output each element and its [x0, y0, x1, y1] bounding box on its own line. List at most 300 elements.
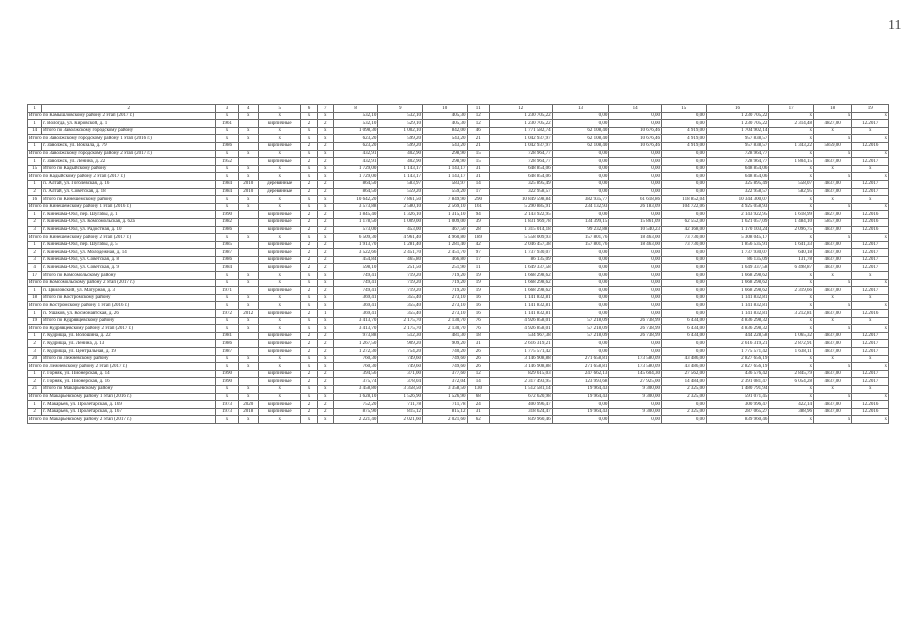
district-total-row: [28, 127, 889, 135]
table-cell: 4 836 298,32: [706, 325, 769, 333]
table-cell: 27 925,00: [609, 378, 662, 386]
building-row: [28, 370, 889, 378]
table-cell: x: [301, 363, 317, 371]
table-cell: 2: [301, 218, 317, 226]
table-cell: 134 399,15: [552, 218, 609, 226]
table-cell: 2 021,60: [422, 416, 467, 424]
table-cell: 749,60: [422, 363, 467, 371]
table-cell: x: [852, 165, 889, 173]
table-cell: 467,50: [422, 226, 467, 234]
table-cell: x: [317, 165, 333, 173]
table-cell: 57 218,09: [552, 317, 609, 325]
table-cell: 1 668 298,62: [489, 279, 552, 287]
table-cell: 2 872,91: [769, 340, 814, 348]
group-subtotal-row: [28, 135, 889, 143]
table-cell: 1 649 337,58: [489, 264, 552, 272]
table-cell: Итого по Макарьевскому району: [42, 385, 216, 393]
table-cell: 9 300,00: [609, 385, 662, 393]
table-cell: 251,50: [378, 264, 423, 272]
table-cell: 16: [28, 196, 42, 204]
table-cell: 6 434,00: [662, 325, 707, 333]
table-cell: 2 130,70: [422, 317, 467, 325]
table-cell: 0,00: [552, 287, 609, 295]
table-cell: x: [216, 355, 238, 363]
table-cell: x: [317, 234, 333, 242]
table-cell: x: [258, 279, 301, 287]
table-cell: 12: [489, 105, 552, 113]
table-cell: 273,10: [422, 310, 467, 318]
table-cell: 5: [258, 105, 301, 113]
table-cell: 0,00: [662, 180, 707, 188]
table-cell: 1 281,40: [422, 241, 467, 249]
table-cell: x: [317, 135, 333, 143]
table-cell: 0,00: [662, 310, 707, 318]
table-cell: x: [813, 196, 851, 204]
table-cell: x: [813, 173, 851, 181]
table-cell: 130: [467, 385, 489, 393]
table-cell: x: [301, 317, 317, 325]
building-row: [28, 287, 889, 295]
table-cell: 728 964,77: [489, 150, 552, 158]
table-cell: 1: [28, 370, 42, 378]
table-cell: x: [216, 112, 238, 120]
table-cell: 0,00: [552, 173, 609, 181]
table-cell: x: [301, 385, 317, 393]
table-cell: 24: [467, 401, 489, 409]
table-cell: 12.2017: [852, 241, 889, 249]
table-cell: 31: [467, 165, 489, 173]
table-cell: [238, 142, 258, 150]
table-cell: 402,90: [378, 150, 423, 158]
table-cell: 4827,00: [813, 211, 851, 219]
table-cell: Итого по Макарьевскому району 2 этап (2017 г.): [28, 416, 216, 424]
table-cell: 3 146 908,88: [489, 363, 552, 371]
table-cell: 1 845,40: [333, 211, 378, 219]
table-cell: 12: [467, 370, 489, 378]
table-cell: кирпичные: [258, 401, 301, 409]
table-cell: 6 434,00: [662, 332, 707, 340]
table-cell: 12.2017: [852, 340, 889, 348]
table-cell: 1 267,50: [333, 340, 378, 348]
table-cell: x: [317, 196, 333, 204]
table-cell: 2018: [238, 408, 258, 416]
table-cell: 3: [28, 226, 42, 234]
table-cell: 19: [852, 105, 889, 113]
table-cell: 1 141 832,81: [489, 310, 552, 318]
table-cell: 0,00: [662, 272, 707, 280]
table-cell: x: [216, 150, 238, 158]
table-cell: x: [258, 196, 301, 204]
building-row: [28, 378, 889, 386]
table-cell: 26 738,99: [609, 332, 662, 340]
table-cell: x: [317, 112, 333, 120]
table-cell: 0,00: [662, 211, 707, 219]
table-cell: п. Алтай, ул. Гоголевская, д. 16: [42, 180, 216, 188]
table-cell: 18: [28, 294, 42, 302]
building-row: [28, 188, 889, 196]
table-cell: 4837,00: [813, 408, 851, 416]
table-cell: 2 314,48: [769, 120, 814, 128]
table-cell: x: [216, 173, 238, 181]
table-cell: x: [769, 272, 814, 280]
table-cell: 2 319,66: [769, 287, 814, 295]
table-cell: x: [813, 363, 851, 371]
table-cell: кирпичные: [258, 378, 301, 386]
table-cell: 17: [28, 272, 42, 280]
table-cell: x: [813, 272, 851, 280]
table-cell: 10 676,46: [609, 135, 662, 143]
table-cell: x: [813, 112, 851, 120]
table-cell: 12.2017: [852, 287, 889, 295]
table-cell: 1984: [216, 188, 238, 196]
table-cell: x: [852, 325, 889, 333]
table-cell: 0,00: [552, 211, 609, 219]
table-cell: 829 615,03: [489, 370, 552, 378]
table-cell: 0,00: [552, 401, 609, 409]
table-cell: 1: [28, 211, 42, 219]
table-cell: 12.2017: [852, 370, 889, 378]
table-cell: 875,90: [333, 408, 378, 416]
table-cell: x: [216, 127, 238, 135]
group-subtotal-row: [28, 150, 889, 158]
table-cell: 2 046 457,38: [489, 241, 552, 249]
table-cell: 1 775 571,42: [489, 348, 552, 356]
table-cell: 1 143,17: [422, 173, 467, 181]
table-cell: 12.2017: [852, 249, 889, 257]
table-cell: г. Макарьев, ул. Пролетарская, д. 169: [42, 401, 216, 409]
table-cell: г. Кудрища, ул. Ленина, д. 13: [42, 340, 216, 348]
table-cell: 1973: [216, 401, 238, 409]
table-cell: 4837,00: [813, 378, 851, 386]
table-cell: 62 108,40: [552, 127, 609, 135]
table-cell: Итого по Кадыйскому району 2 этап (2017 г.): [28, 173, 216, 181]
table-cell: 0,00: [552, 188, 609, 196]
table-cell: 466,80: [422, 256, 467, 264]
table-cell: 0,00: [552, 120, 609, 128]
table-cell: 2 130,70: [422, 325, 467, 333]
table-cell: 86 135,09: [489, 256, 552, 264]
table-cell: 3 358,50: [378, 385, 423, 393]
table-cell: 534 967,38: [489, 332, 552, 340]
table-cell: г. Кинешма-Обл, ул. Радостная, д. 10: [42, 226, 216, 234]
table-cell: 0,00: [552, 112, 609, 120]
table-cell: 1985: [216, 241, 238, 249]
table-cell: x: [238, 127, 258, 135]
table-cell: 375,74: [333, 378, 378, 386]
table-cell: 1 526,90: [422, 393, 467, 401]
table-cell: x: [301, 393, 317, 401]
table-cell: x: [301, 127, 317, 135]
table-cell: x: [258, 294, 301, 302]
table-cell: x: [258, 203, 301, 211]
table-cell: x: [216, 416, 238, 424]
table-cell: 623,20: [333, 135, 378, 143]
table-cell: 6 498,87: [769, 264, 814, 272]
table-cell: 740,20: [422, 348, 467, 356]
table-cell: 12.2017: [852, 188, 889, 196]
table-cell: 728 964,77: [706, 158, 769, 166]
table-cell: 1 143,17: [422, 165, 467, 173]
table-cell: 573,00: [333, 226, 378, 234]
table-cell: x: [238, 302, 258, 310]
table-cell: x: [317, 127, 333, 135]
table-cell: 39: [467, 218, 489, 226]
table-cell: 19 964,43: [552, 393, 609, 401]
table-cell: 512,30: [378, 332, 423, 340]
table-cell: 12.2016: [852, 211, 889, 219]
table-cell: 543,20: [422, 135, 467, 143]
table-cell: Итого по Кудрявцевскому району: [42, 317, 216, 325]
table-cell: Итого по Заволжскому городскому району 2 этап (2017 г.): [28, 150, 216, 158]
table-cell: x: [238, 355, 258, 363]
table-cell: 18 463,00: [609, 241, 662, 249]
table-cell: 559,20: [378, 188, 423, 196]
table-cell: x: [317, 363, 333, 371]
table-cell: 14 484,00: [662, 378, 707, 386]
table-cell: 2 143 922,95: [706, 211, 769, 219]
table-cell: 4 919,00: [662, 127, 707, 135]
register-table-wrapper: [27, 104, 889, 424]
table-cell: x: [813, 317, 851, 325]
table-cell: п. Ушаков, ул. Космонавтская, д. 26: [42, 310, 216, 318]
table-cell: x: [238, 416, 258, 424]
table-cell: x: [852, 317, 889, 325]
table-cell: 369,41: [333, 302, 378, 310]
table-cell: Итого по Кинешемскому району 1 этап (2016 г.): [28, 203, 216, 211]
building-row: [28, 120, 889, 128]
table-cell: 14: [28, 127, 42, 135]
table-cell: 4837,00: [813, 241, 851, 249]
table-cell: 12.2017: [852, 256, 889, 264]
table-cell: 2 827 656,19: [706, 363, 769, 371]
table-cell: 322 958,57: [706, 188, 769, 196]
table-cell: [238, 241, 258, 249]
table-cell: 2: [301, 158, 317, 166]
table-cell: 46: [467, 127, 489, 135]
table-cell: 16: [706, 105, 769, 113]
table-cell: 2: [28, 378, 42, 386]
table-cell: 318 624,47: [489, 408, 552, 416]
table-cell: 10 642,20: [333, 196, 378, 204]
table-cell: 15: [467, 158, 489, 166]
table-cell: x: [258, 112, 301, 120]
table-cell: Итого по Кадыйскому району: [42, 165, 216, 173]
table-cell: 42 168,00: [662, 226, 707, 234]
table-cell: 719,20: [422, 287, 467, 295]
table-cell: 3 413,70: [333, 317, 378, 325]
table-cell: x: [852, 355, 889, 363]
table-cell: x: [238, 272, 258, 280]
table-cell: [238, 249, 258, 257]
table-cell: 1986: [216, 256, 238, 264]
table-cell: кирпичные: [258, 264, 301, 272]
table-cell: 1 178,50: [333, 218, 378, 226]
table-cell: x: [238, 112, 258, 120]
group-subtotal-row: [28, 416, 889, 424]
table-cell: 815,12: [378, 408, 423, 416]
table-cell: x: [301, 135, 317, 143]
table-cell: x: [852, 279, 889, 287]
table-cell: 0,00: [552, 340, 609, 348]
table-cell: 728 964,77: [706, 150, 769, 158]
table-cell: 9: [378, 105, 423, 113]
table-cell: 20: [28, 355, 42, 363]
table-cell: x: [238, 294, 258, 302]
table-cell: 3 413,70: [333, 325, 378, 333]
table-cell: 5857,00: [813, 218, 851, 226]
table-cell: 623,20: [333, 142, 378, 150]
table-cell: 2: [301, 378, 317, 386]
table-cell: 2: [28, 188, 42, 196]
table-cell: 728 964,77: [489, 158, 552, 166]
table-cell: [238, 378, 258, 386]
table-cell: 1 141 832,81: [706, 294, 769, 302]
building-row: [28, 348, 889, 356]
table-cell: x: [317, 302, 333, 310]
table-cell: 2: [28, 218, 42, 226]
table-cell: 4837,00: [813, 256, 851, 264]
table-cell: 2: [301, 287, 317, 295]
table-cell: 4837,00: [813, 287, 851, 295]
table-cell: 355,40: [378, 310, 423, 318]
table-cell: 15: [467, 150, 489, 158]
table-cell: 1 668 298,62: [706, 279, 769, 287]
table-cell: 4 919,00: [662, 135, 707, 143]
table-cell: 4837,00: [813, 332, 851, 340]
table-cell: x: [769, 150, 814, 158]
table-cell: x: [216, 325, 238, 333]
table-cell: 0,00: [609, 287, 662, 295]
district-total-row: [28, 317, 889, 325]
table-cell: 0,00: [552, 279, 609, 287]
table-cell: 2: [301, 408, 317, 416]
building-row: [28, 401, 889, 409]
table-cell: [238, 264, 258, 272]
table-cell: 815,12: [422, 408, 467, 416]
table-cell: x: [813, 279, 851, 287]
table-cell: 19: [467, 272, 489, 280]
table-cell: 0,00: [662, 294, 707, 302]
table-cell: x: [852, 173, 889, 181]
table-cell: 1 009,00: [422, 218, 467, 226]
table-cell: 10 676,46: [609, 142, 662, 150]
table-cell: x: [301, 355, 317, 363]
table-cell: 1 737 930,07: [706, 249, 769, 257]
table-cell: 2: [28, 408, 42, 416]
table-cell: 2 221,40: [333, 416, 378, 424]
table-cell: 372,04: [422, 378, 467, 386]
table-cell: x: [852, 294, 889, 302]
table-cell: x: [301, 173, 317, 181]
table-cell: 12.2016: [852, 218, 889, 226]
table-cell: 10 540,23: [609, 226, 662, 234]
district-total-row: [28, 165, 889, 173]
table-cell: 0,00: [609, 158, 662, 166]
table-cell: 2012: [238, 310, 258, 318]
table-cell: 1990: [216, 378, 238, 386]
table-cell: 719,20: [378, 279, 423, 287]
table-cell: 5859,00: [813, 142, 851, 150]
table-cell: 26 183,09: [609, 203, 662, 211]
table-cell: x: [813, 302, 851, 310]
table-cell: x: [852, 127, 889, 135]
table-cell: 6 434,00: [662, 317, 707, 325]
table-cell: 582,95: [769, 188, 814, 196]
table-cell: x: [301, 203, 317, 211]
table-cell: x: [769, 355, 814, 363]
table-cell: 711,78: [378, 401, 423, 409]
table-cell: 648 854,06: [489, 173, 552, 181]
table-cell: 1 315,10: [422, 211, 467, 219]
table-cell: x: [769, 393, 814, 401]
table-cell: 752,20: [333, 401, 378, 409]
table-cell: 1 526,90: [378, 393, 423, 401]
table-cell: x: [301, 279, 317, 287]
table-cell: 0,00: [609, 264, 662, 272]
table-cell: 15 861,09: [609, 218, 662, 226]
table-cell: 4837,00: [813, 264, 851, 272]
table-cell: 749,41: [333, 272, 378, 280]
table-cell: 1: [28, 120, 42, 128]
table-cell: 4 960,80: [422, 234, 467, 242]
table-cell: 43 486,00: [662, 363, 707, 371]
table-cell: x: [852, 363, 889, 371]
table-cell: 1 649 337,58: [706, 264, 769, 272]
table-cell: 444 228,58: [706, 332, 769, 340]
table-cell: 1 326,10: [378, 211, 423, 219]
table-cell: 1 170 103,24: [706, 226, 769, 234]
table-cell: кирпичные: [258, 158, 301, 166]
table-cell: 1 737 930,07: [489, 249, 552, 257]
table-cell: 4: [238, 105, 258, 113]
table-cell: [238, 256, 258, 264]
table-cell: 371,00: [378, 370, 423, 378]
table-cell: 0,00: [662, 302, 707, 310]
table-cell: x: [769, 196, 814, 204]
group-subtotal-row: [28, 302, 889, 310]
table-cell: 2: [301, 264, 317, 272]
table-cell: 754,20: [378, 348, 423, 356]
table-cell: x: [216, 294, 238, 302]
table-cell: x: [258, 173, 301, 181]
table-cell: x: [852, 135, 889, 143]
table-cell: x: [238, 234, 258, 242]
table-cell: 369,41: [333, 294, 378, 302]
table-cell: x: [216, 196, 238, 204]
table-cell: 11: [467, 105, 489, 113]
table-cell: 0,00: [609, 348, 662, 356]
table-cell: 1 704 902,14: [706, 127, 769, 135]
table-cell: x: [301, 416, 317, 424]
table-cell: 957 838,57: [706, 142, 769, 150]
table-cell: 1973: [216, 408, 238, 416]
table-cell: 1: [28, 142, 42, 150]
table-cell: 2: [301, 241, 317, 249]
table-cell: 2: [301, 340, 317, 348]
table-cell: x: [769, 234, 814, 242]
table-cell: 909,20: [422, 340, 467, 348]
table-cell: 2: [301, 120, 317, 128]
table-cell: [238, 211, 258, 219]
table-cell: 719,20: [378, 272, 423, 280]
table-cell: [238, 287, 258, 295]
table-cell: 1 230 705,22: [706, 120, 769, 128]
table-cell: 173 580,09: [609, 355, 662, 363]
table-cell: 290: [467, 196, 489, 204]
table-cell: Итого по Костромскому району: [42, 294, 216, 302]
table-cell: 4837,00: [813, 249, 851, 257]
table-cell: 2: [317, 142, 333, 150]
